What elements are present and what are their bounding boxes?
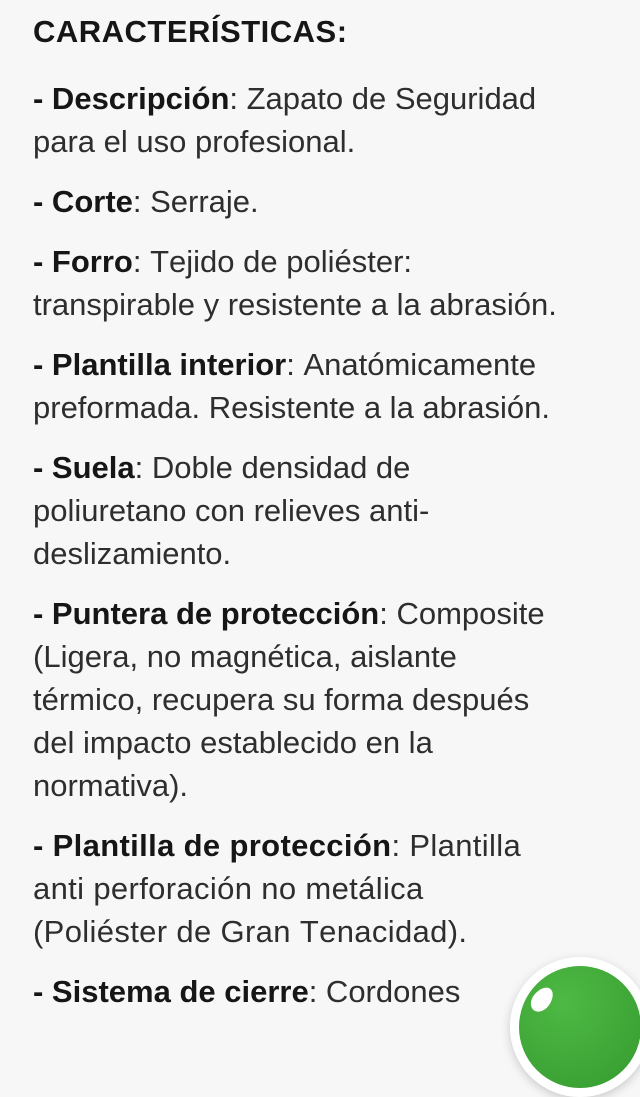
feature-label: - Plantilla de protección bbox=[33, 828, 392, 863]
feature-item-plantilla-de-proteccion bbox=[33, 824, 560, 953]
feature-item-forro bbox=[33, 240, 560, 326]
feature-item-suela bbox=[33, 446, 560, 575]
feature-text: : Zapato de Seguridad para el uso profesional. bbox=[33, 81, 537, 159]
feature-label: - Corte bbox=[33, 184, 133, 219]
feature-label: - Puntera de protección bbox=[33, 596, 380, 631]
whatsapp-button[interactable] bbox=[510, 957, 640, 1097]
feature-text: : Composite (Ligera, no magnética, aislante térmico, recupera su forma después del impacto establecido en la normativa). bbox=[33, 596, 545, 803]
feature-label: - Plantilla interior bbox=[33, 347, 287, 382]
feature-item-descripcion bbox=[33, 77, 560, 163]
feature-item-sistema-de-cierre bbox=[33, 970, 560, 1013]
feature-item-plantilla-interior bbox=[33, 343, 560, 429]
feature-text: : Cordones bbox=[308, 974, 461, 1009]
feature-text: : Plantilla anti perforación no metálica (Poliéster de Gran Tenacidad). bbox=[33, 828, 522, 949]
feature-item-corte bbox=[33, 180, 560, 223]
feature-label: - Descripción bbox=[33, 81, 230, 116]
feature-label: - Sistema de cierre bbox=[33, 974, 309, 1009]
section-title: CARACTERÍSTICAS: bbox=[33, 14, 348, 49]
feature-label: - Forro bbox=[33, 244, 133, 279]
feature-text: : Doble densidad de poliuretano con relieves anti-deslizamiento. bbox=[33, 450, 430, 571]
feature-item-puntera-de-proteccion bbox=[33, 592, 560, 807]
feature-text: : Serraje. bbox=[132, 184, 259, 219]
whatsapp-icon bbox=[527, 983, 558, 1015]
feature-text: : Anatómicamente preformada. Resistente a la abrasión. bbox=[33, 347, 550, 425]
feature-text: : Tejido de poliéster: transpirable y resistente a la abrasión. bbox=[33, 244, 557, 322]
feature-label: - Suela bbox=[33, 450, 135, 485]
